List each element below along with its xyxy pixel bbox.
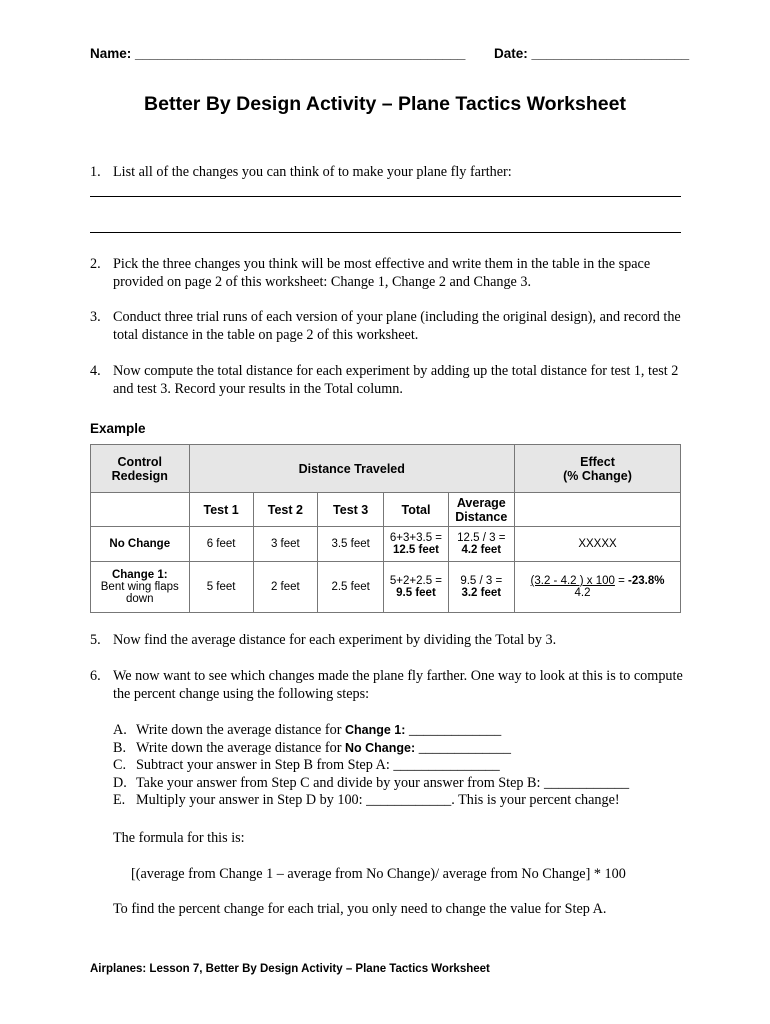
question-1 <box>90 163 685 181</box>
question-4 <box>90 362 685 398</box>
question-text: We now want to see which changes made the plane fly farther. One way to look at this is to compute the percent change using the following steps: <box>113 668 683 702</box>
empty-cell <box>515 493 681 527</box>
question-5 <box>90 631 685 649</box>
test2-cell: 3 feet <box>253 527 317 562</box>
question-text: List all of the changes you can think of to make your plane fly farther: <box>113 164 512 180</box>
total-cell: 6+3+3.5 = 12.5 feet <box>384 527 448 562</box>
question-text: Now find the average distance for each experiment by dividing the Total by 3. <box>113 632 557 648</box>
step-a: A. Write down the average distance for Change 1: _____________ <box>113 722 502 738</box>
effect-cell: XXXXX <box>515 527 681 562</box>
effect-cell: (3.2 - 4.2 ) x 100 = -23.8% 4.2 <box>515 562 681 613</box>
row-label: No Change <box>91 527 190 562</box>
closing-note: To find the percent change for each trial, you only need to change the value for Step A. <box>113 901 607 917</box>
test1-cell: 6 feet <box>189 527 253 562</box>
answer-line-1[interactable] <box>90 196 681 197</box>
question-text: Now compute the total distance for each experiment by adding up the total distance for test 1, test 2 and test 3. Record your results in the Total column. <box>113 363 679 397</box>
row-label: Change 1: Bent wing flaps down <box>91 562 190 613</box>
page-footer: Airplanes: Lesson 7, Better By Design Activity – Plane Tactics Worksheet <box>90 963 490 975</box>
question-number: 5. <box>90 632 101 648</box>
total-cell: 5+2+2.5 = 9.5 feet <box>384 562 448 613</box>
step-b: B. Write down the average distance for No Change: _____________ <box>113 739 511 756</box>
effect-header: Effect (% Change) <box>515 445 681 493</box>
answer-blank[interactable]: _____________ <box>415 739 511 756</box>
test2-cell: 2 feet <box>253 562 317 613</box>
col-header-average: Average Distance <box>448 493 514 527</box>
distance-traveled-header: Distance Traveled <box>189 445 515 493</box>
question-number: 1. <box>90 164 101 180</box>
question-number: 3. <box>90 309 101 325</box>
control-redesign-header: Control Redesign <box>91 445 190 493</box>
average-cell: 12.5 / 3 = 4.2 feet <box>448 527 514 562</box>
header <box>90 46 690 68</box>
formula: [(average from Change 1 – average from No Change)/ average from No Change] * 100 <box>131 866 626 882</box>
col-header-total: Total <box>384 493 448 527</box>
step-c: C. Subtract your answer in Step B from Step A: _______________ <box>113 757 500 773</box>
col-header-test3: Test 3 <box>317 493 383 527</box>
answer-line-2[interactable] <box>90 232 681 233</box>
step-e: E. Multiply your answer in Step D by 100: ____________. This is your percent change! <box>113 792 620 808</box>
name-field[interactable]: Name: ____________________________________________ <box>90 46 466 61</box>
formula-intro: The formula for this is: <box>113 830 245 846</box>
question-6 <box>90 667 685 703</box>
table-row <box>91 527 681 562</box>
answer-blank[interactable]: _____________ <box>405 722 502 738</box>
table-row <box>91 562 681 613</box>
test1-cell: 5 feet <box>189 562 253 613</box>
empty-cell <box>91 493 190 527</box>
effect-result: -23.8% <box>628 575 665 587</box>
question-2 <box>90 255 685 291</box>
example-label: Example <box>90 421 146 436</box>
col-header-test1: Test 1 <box>189 493 253 527</box>
worksheet-title: Better By Design Activity – Plane Tactics Worksheet <box>144 93 626 115</box>
date-field[interactable]: Date: _____________________ <box>494 46 690 61</box>
col-header-test2: Test 2 <box>253 493 317 527</box>
test3-cell: 2.5 feet <box>317 562 383 613</box>
question-text: Conduct three trial runs of each version of your plane (including the original design), and record the total distance in the table on page 2 of this worksheet. <box>113 309 681 343</box>
question-text: Pick the three changes you think will be most effective and write them in the table in the space provided on page 2 of this worksheet: Change 1, Change 2 and Change 3. <box>113 256 651 290</box>
test3-cell: 3.5 feet <box>317 527 383 562</box>
question-number: 2. <box>90 256 101 272</box>
effect-denominator: 4.2 <box>574 587 591 599</box>
effect-numerator: (3.2 - 4.2 ) x 100 <box>530 575 615 587</box>
question-3 <box>90 308 685 344</box>
average-cell: 9.5 / 3 = 3.2 feet <box>448 562 514 613</box>
question-number: 6. <box>90 668 101 684</box>
question-number: 4. <box>90 363 101 379</box>
step-d: D. Take your answer from Step C and divide by your answer from Step B: ____________ <box>113 774 630 791</box>
example-table <box>90 444 681 613</box>
steps-list <box>113 722 629 810</box>
